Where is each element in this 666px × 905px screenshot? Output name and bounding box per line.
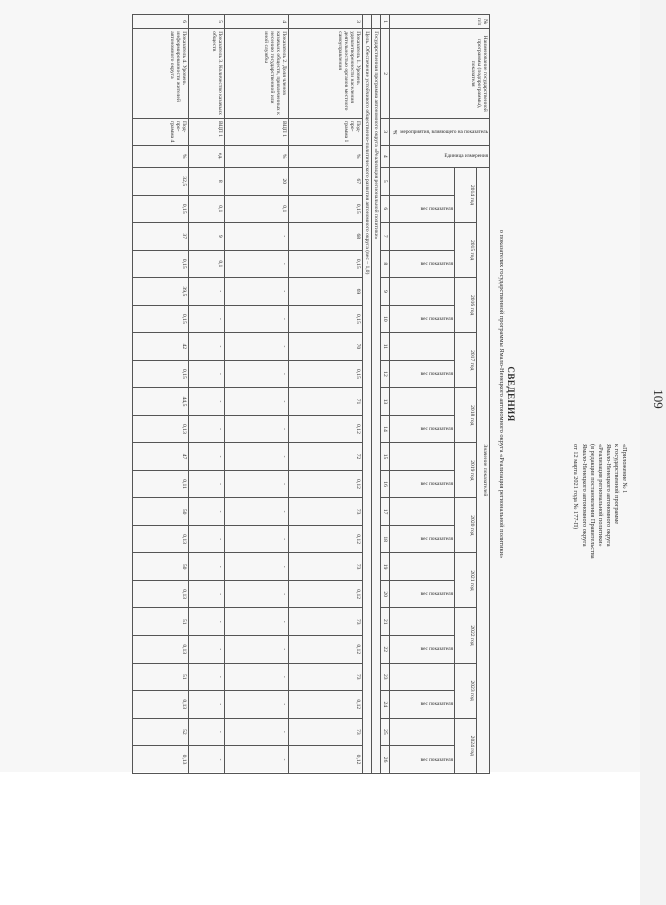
indicator-value: - [188, 333, 224, 361]
document-title: СВЕДЕНИЯ [506, 366, 516, 422]
indicator-weight: 0,15 [288, 195, 362, 223]
header-weight [389, 415, 454, 443]
header-name: Наименование государственной программы (подпрограммы), показателя [389, 29, 489, 119]
indicator-weight: - [188, 305, 224, 333]
page-number: 109 [651, 389, 666, 409]
indicator-value: 71 [288, 388, 362, 416]
header-value-blank [389, 718, 454, 746]
indicator-value: 47 [132, 443, 188, 471]
indicator-value: - [188, 443, 224, 471]
column-number: 18 [380, 525, 389, 553]
column-number: 11 [380, 333, 389, 361]
indicator-weight: - [224, 580, 288, 608]
header-weight [389, 746, 454, 774]
attachment-line: Ямало-Ненецкого автономного округа [604, 444, 612, 547]
indicator-value: 20 [224, 167, 288, 195]
header-year: 2015 год [455, 223, 477, 278]
header-year: 2020 год [455, 498, 477, 553]
column-number: 17 [380, 498, 389, 526]
column-number: 20 [380, 580, 389, 608]
indicator-weight: 0,12 [288, 580, 362, 608]
indicator-weight: - [188, 636, 224, 664]
indicator-weight: 0,13 [132, 746, 188, 774]
indicator-value: 37 [132, 223, 188, 251]
header-weight-text: вес показателя [420, 315, 454, 322]
indicator-value: 67 [288, 167, 362, 195]
indicator-event: Под-про-грамма 4 [132, 119, 188, 146]
header-weight-text: вес показателя [420, 205, 454, 212]
indicator-unit: % [288, 145, 362, 167]
indicator-value: 52 [132, 718, 188, 746]
indicator-weight: - [224, 360, 288, 388]
column-number: 7 [380, 223, 389, 251]
indicator-weight: 0,1 [224, 195, 288, 223]
indicator-value: 73 [288, 553, 362, 581]
indicator-weight: 0,13 [132, 636, 188, 664]
column-number: 6 [380, 195, 389, 223]
attachment-line: Ямало-Ненецкого автономного округа [580, 444, 588, 547]
indicator-weight: 0,12 [288, 525, 362, 553]
indicator-weight: 0,13 [132, 415, 188, 443]
row-number: 5 [188, 15, 224, 29]
indicator-value: 44,5 [132, 388, 188, 416]
rotated-document [148, 14, 666, 774]
header-weight-text: вес показателя [420, 646, 454, 653]
header-value-blank [389, 443, 454, 471]
indicator-weight: 0,15 [288, 250, 362, 278]
header-weight [389, 470, 454, 498]
header-year: 2021 год [455, 553, 477, 608]
header-year: 2018 год [455, 388, 477, 443]
header-weight [389, 305, 454, 333]
header-unit [389, 145, 489, 167]
header-value-blank [389, 498, 454, 526]
indicator-weight: - [188, 415, 224, 443]
indicator-value: 50 [132, 498, 188, 526]
header-num: № п/п [389, 15, 489, 29]
header-weight-text: вес показателя [420, 370, 454, 377]
indicator-value: - [224, 278, 288, 306]
header-weight-text: вес показателя [420, 591, 454, 598]
header-weight [389, 360, 454, 388]
column-number: 8 [380, 250, 389, 278]
column-numbers-row [380, 15, 389, 774]
header-event [389, 119, 489, 146]
indicator-value: 39,5 [132, 278, 188, 306]
header-value-blank [389, 167, 454, 195]
indicator-value: - [224, 223, 288, 251]
column-number: 24 [380, 691, 389, 719]
indicator-weight: 0,15 [132, 195, 188, 223]
header-weight-text: вес показателя [420, 536, 454, 543]
header-year: 2014 год [455, 167, 477, 222]
header-weight-text: вес показателя [420, 756, 454, 763]
indicator-weight: 0,15 [132, 360, 188, 388]
indicator-value: 73 [288, 498, 362, 526]
row-number: 3 [288, 15, 362, 29]
indicator-unit: % [132, 145, 188, 167]
indicator-value: 42 [132, 333, 188, 361]
indicator-weight: - [224, 470, 288, 498]
indicator-value: 72 [288, 443, 362, 471]
indicator-weight: 0,1 [188, 195, 224, 223]
header-year: 2019 год [455, 443, 477, 498]
indicator-value: 9 [188, 223, 224, 251]
column-number: 26 [380, 746, 389, 774]
header-weight [389, 525, 454, 553]
goal-title: Цель. Обеспечение устойчивого общественно-политического развития автономного округа (вес – 1,0) [362, 29, 371, 774]
header-event-text: № мероприятия, влияющего на показатель [392, 128, 488, 135]
column-number: 3 [380, 119, 389, 146]
indicator-weight: 0,1 [188, 250, 224, 278]
column-number: 25 [380, 718, 389, 746]
indicator-value: - [224, 718, 288, 746]
header-value-blank [389, 388, 454, 416]
attachment-line: «Реализация региональной политики» [596, 444, 604, 547]
header-weight [389, 195, 454, 223]
indicator-value: - [224, 388, 288, 416]
attachment-line: «Приложение № 1 [621, 444, 628, 494]
column-number: 21 [380, 608, 389, 636]
header-year: 2017 год [455, 333, 477, 388]
indicator-value: 69 [288, 278, 362, 306]
background-margin [0, 772, 640, 905]
indicator-value: - [224, 498, 288, 526]
column-number: 10 [380, 305, 389, 333]
row-num [362, 15, 371, 29]
indicator-weight: - [224, 250, 288, 278]
header-value-blank [389, 663, 454, 691]
indicator-weight: - [188, 580, 224, 608]
indicator-name: Показатель 3. Количество казачьих обществ [188, 29, 224, 119]
indicator-value: 70 [288, 333, 362, 361]
indicator-weight: 0,12 [288, 415, 362, 443]
indicator-row [188, 15, 224, 774]
indicator-weight: 0,13 [132, 580, 188, 608]
column-number: 15 [380, 443, 389, 471]
indicator-weight: - [188, 360, 224, 388]
indicator-value: - [188, 608, 224, 636]
column-number: 13 [380, 388, 389, 416]
column-number: 2 [380, 29, 389, 119]
indicator-value: - [188, 498, 224, 526]
header-weight [389, 250, 454, 278]
attachment-note [571, 444, 628, 714]
indicator-weight: - [224, 746, 288, 774]
column-number: 4 [380, 145, 389, 167]
indicator-event: ВЦП 1 [188, 119, 224, 146]
header-value-blank [389, 553, 454, 581]
header-weight-text: вес показателя [420, 260, 454, 267]
attachment-line: (в редакции постановления Правительства [588, 444, 596, 559]
indicator-name: Показатель 1. Уровень удовлетворенности населения деятельностью органов местного самоуправления [288, 29, 362, 119]
header-value-blank [389, 223, 454, 251]
indicator-weight: 0,15 [288, 305, 362, 333]
column-number: 23 [380, 663, 389, 691]
header-weight [389, 580, 454, 608]
goal-row [362, 15, 371, 774]
program-title: Государственная программа автономного округа «Реализация региональной политики» [371, 29, 380, 774]
indicator-weight: - [188, 525, 224, 553]
header-row [476, 15, 489, 774]
indicator-name: Показатель 2. Доля членов казачьих обществ, привлеченных к несению государственной или иной службы [224, 29, 288, 119]
header-year: 2024 год [455, 718, 477, 773]
indicator-value: 32,5 [132, 167, 188, 195]
indicator-weight: 0,12 [288, 470, 362, 498]
header-value-blank [389, 333, 454, 361]
indicator-weight: - [188, 746, 224, 774]
indicator-value: 73 [288, 718, 362, 746]
indicator-row [132, 15, 188, 774]
indicator-value: - [188, 553, 224, 581]
indicator-weight: - [224, 415, 288, 443]
indicator-row [224, 15, 288, 774]
row-num [371, 15, 380, 29]
indicator-unit: ед. [188, 145, 224, 167]
indicator-event: Под-про-грамма 1 [288, 119, 362, 146]
indicator-row [288, 15, 362, 774]
header-value-blank [389, 608, 454, 636]
column-number: 19 [380, 553, 389, 581]
column-number: 22 [380, 636, 389, 664]
indicator-weight: 0,13 [132, 691, 188, 719]
indicator-value: 73 [288, 608, 362, 636]
program-row [371, 15, 380, 774]
indicator-weight: - [224, 305, 288, 333]
indicator-value: - [188, 388, 224, 416]
indicator-value: - [224, 333, 288, 361]
indicator-weight: 0,15 [288, 360, 362, 388]
indicator-weight: 0,15 [132, 250, 188, 278]
column-number: 5 [380, 167, 389, 195]
indicator-value: - [224, 608, 288, 636]
indicator-value: - [188, 278, 224, 306]
header-year: 2022 год [455, 608, 477, 663]
column-number: 1 [380, 15, 389, 29]
indicator-weight: 0,12 [288, 746, 362, 774]
indicator-weight: - [224, 691, 288, 719]
column-number: 12 [380, 360, 389, 388]
header-value-blank [389, 278, 454, 306]
indicator-value: 73 [288, 663, 362, 691]
indicator-value: - [188, 718, 224, 746]
header-year: 2016 год [455, 278, 477, 333]
header-weight-text: вес показателя [420, 701, 454, 708]
indicator-value: 51 [132, 608, 188, 636]
indicator-value: - [224, 443, 288, 471]
indicator-name: Показатель 4. Уровень информированности жителей автономного округа [132, 29, 188, 119]
indicator-value: - [224, 553, 288, 581]
header-weight [389, 691, 454, 719]
row-number: 6 [132, 15, 188, 29]
indicator-weight: 0,11 [132, 470, 188, 498]
indicators-table [132, 14, 490, 774]
indicator-value: 8 [188, 167, 224, 195]
column-number: 9 [380, 278, 389, 306]
document-subtitle: о показателях государственной программы Ямало-Ненецкого автономного округа «Реализация региональной политики» [498, 229, 505, 559]
indicator-weight: - [188, 691, 224, 719]
indicator-value: 68 [288, 223, 362, 251]
indicator-weight: - [188, 470, 224, 498]
indicator-weight: 0,12 [288, 636, 362, 664]
header-year: 2023 год [455, 663, 477, 718]
indicator-weight: 0,12 [288, 691, 362, 719]
row-number: 4 [224, 15, 288, 29]
attachment-line: к государственной программе [612, 444, 620, 525]
indicator-value: - [188, 663, 224, 691]
indicator-weight: 0,13 [132, 525, 188, 553]
header-values: Значение показателей [476, 167, 489, 773]
column-number: 16 [380, 470, 389, 498]
indicator-value: 51 [132, 663, 188, 691]
header-weight-text: вес показателя [420, 481, 454, 488]
indicator-value: - [224, 663, 288, 691]
indicator-weight: - [224, 525, 288, 553]
header-weight [389, 636, 454, 664]
column-number: 14 [380, 415, 389, 443]
indicator-event: ВЦП 1 [224, 119, 288, 146]
attachment-line: от 12 марта 2021 года № 177-П) [572, 444, 580, 530]
indicator-weight: - [224, 636, 288, 664]
indicator-weight: 0,15 [132, 305, 188, 333]
indicator-value: 50 [132, 553, 188, 581]
header-unit-text: Единица измерения [444, 153, 488, 160]
header-weight-text: вес показателя [420, 426, 454, 433]
indicator-unit: % [224, 145, 288, 167]
